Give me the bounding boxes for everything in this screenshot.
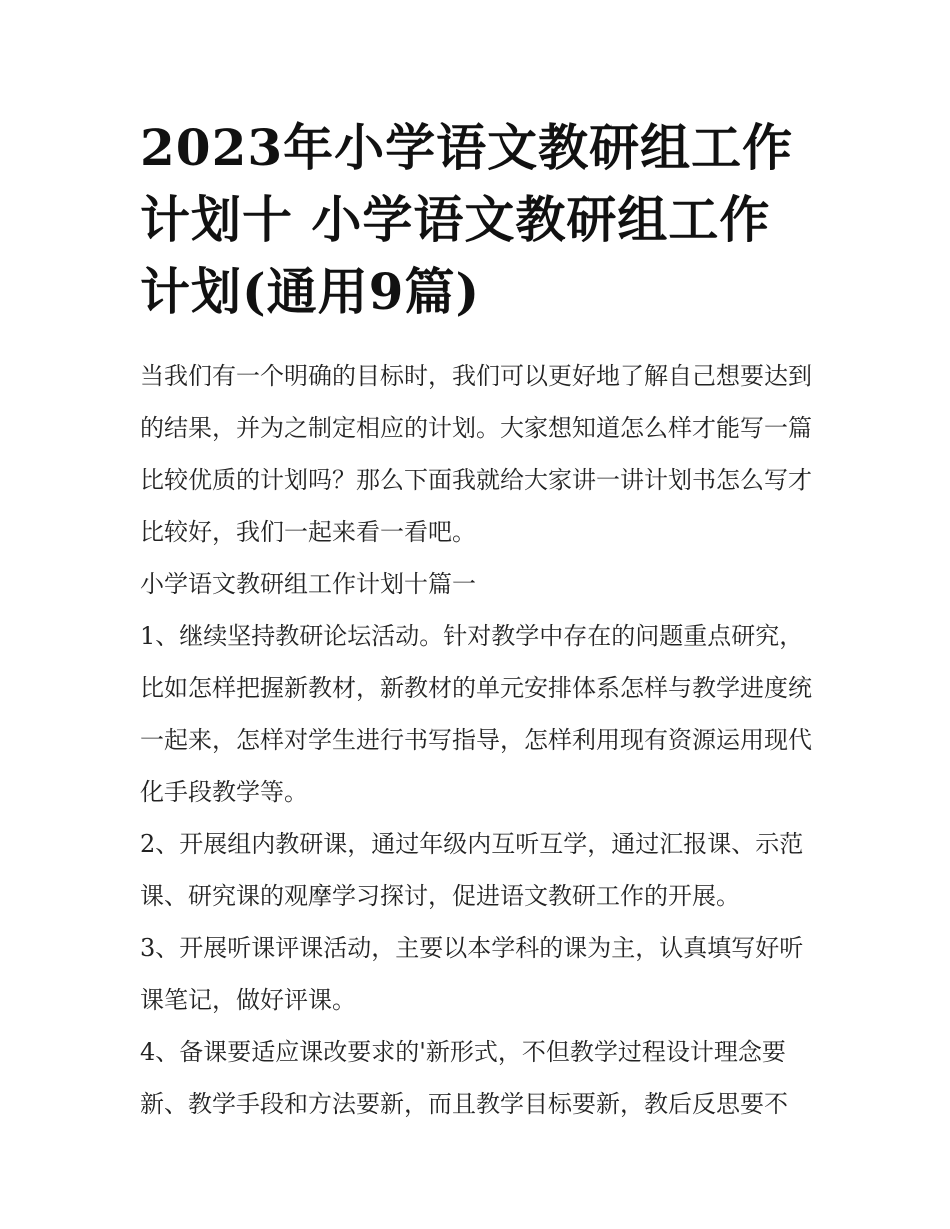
- document-page: [140, 112, 815, 1130]
- list-item-2: 2、开展组内教研课，通过年级内互听互学，通过汇报课、示范课、研究课的观摩学习探讨，促进语文教研工作的开展。: [140, 830, 804, 910]
- section-heading: 小学语文教研组工作计划十篇一: [140, 570, 476, 598]
- intro-paragraph: 当我们有一个明确的目标时，我们可以更好地了解自己想要达到的结果，并为之制定相应的计划。大家想知道怎么样才能写一篇比较优质的计划吗？那么下面我就给大家讲一讲计划书怎么写才比较好，我们一起来看一看吧。: [140, 362, 812, 546]
- document-body: [140, 350, 815, 1130]
- list-item-4: 4、备课要适应课改要求的'新形式，不但教学过程设计理念要新、教学手段和方法要新，而且教学目标要新，教后反思要不: [140, 1038, 788, 1118]
- list-item-1: 1、继续坚持教研论坛活动。针对教学中存在的问题重点研究，比如怎样把握新教材，新教材的单元安排体系怎样与教学进度统一起来，怎样对学生进行书写指导，怎样利用现有资源运用现代化手段教学等。: [140, 622, 812, 806]
- document-title: 2023年小学语文教研组工作计划十 小学语文教研组工作计划(通用9篇): [140, 118, 794, 321]
- list-item-3: 3、开展听课评课活动，主要以本学科的课为主，认真填写好听课笔记，做好评课。: [140, 934, 804, 1014]
